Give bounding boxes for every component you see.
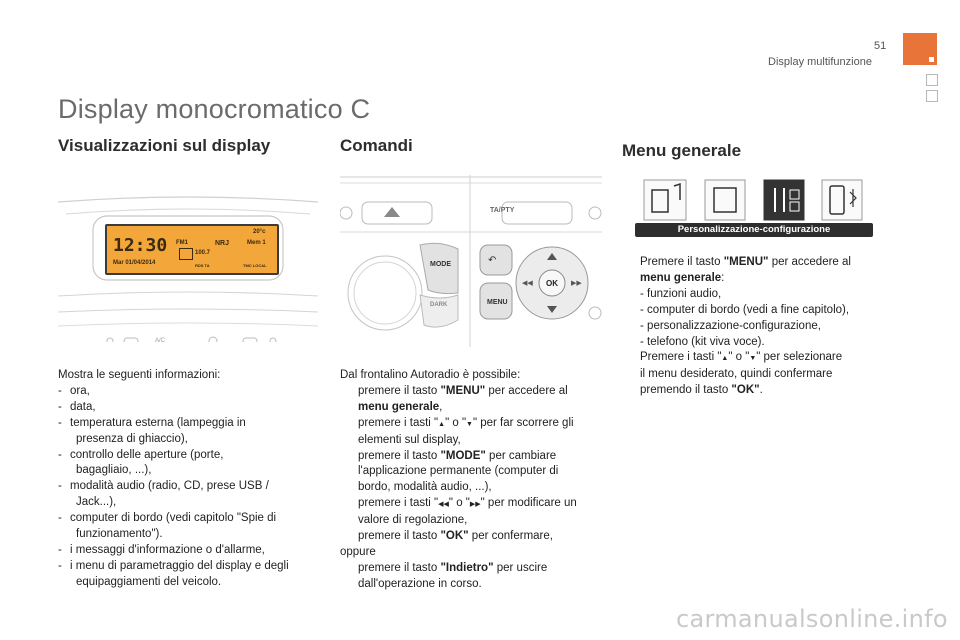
back-icon: ↶ [488,255,497,266]
oppure-text: oppure [340,545,376,558]
sub-list-item: - personalizzazione-configurazione, [640,319,821,332]
mode-button-label: MODE [430,261,451,268]
list-item-continued: bagagliaio, ...), [76,464,152,477]
list-item: - ora, [58,384,90,397]
list-item-continued: equipaggiamenti del veicolo. [76,575,222,588]
ta-pty-button: TA/PTY [490,207,515,214]
chapter-tab-empty [926,74,938,86]
list-item: premere il tasto "MODE" per cambiare [358,449,557,462]
list-item: - computer di bordo (vedi capitolo "Spie di [58,512,277,525]
display-date: Mar 01/04/2014 [113,260,156,266]
commands-text [340,368,602,593]
heading-main-menu: Menu generale [622,141,742,160]
list-item-continued: funzionamento"). [76,528,163,541]
list-item: premere i tasti "▲" o "▼" per far scorrere gli [358,416,574,429]
watermark: carmanualsonline.info [676,605,948,633]
display-rds: RDS TA [195,263,210,268]
page-title: Display monocromatico C [58,94,371,124]
list-item: - temperatura esterna (lampeggia in [58,416,246,429]
chapter-tab-empty [926,90,938,102]
list-item: Premere il tasto "MENU" per accedere al [640,256,851,268]
list-item: Premere i tasti "▲" o "▼" per selezionare [640,351,843,364]
display-info-intro: Mostra le seguenti informazioni: [58,369,221,381]
list-item-continued: menu generale: [640,271,725,284]
list-item-continued: l'applicazione permanente (computer di [358,465,559,478]
list-item-continued: il menu desiderato, quindi confermare [640,368,833,381]
display-frequency: 100.7 [195,250,211,256]
page-number: 51 [874,40,887,52]
display-tmc: TMC LOCAL [243,263,267,268]
list-item-continued: Jack...), [76,496,117,509]
fast-forward-icon: ▶▶ [571,280,582,287]
chapter-tab [903,33,937,65]
section-name: Display multifunzione [768,56,872,68]
list-item: - i menu di parametraggio del display e degli [58,559,289,572]
list-item: premere il tasto "Indietro" per uscire [358,561,548,574]
list-item-continued: bordo, modalità audio, ...), [358,481,492,494]
list-item: - modalità audio (radio, CD, prese USB / [58,480,269,493]
display-temperature: 20°c [253,229,266,235]
list-item: - i messaggi d'informazione o d'allarme, [58,543,265,556]
heading-display: Visualizzazioni sul display [58,136,271,155]
list-item-continued: menu generale, [358,400,443,413]
list-item-continued: presenza di ghiaccio), [76,432,188,445]
list-item: premere i tasti "◀◀" o "▶▶" per modificare un [358,497,577,510]
display-clock: 12:30 [113,235,168,256]
heading-commands: Comandi [340,136,413,155]
list-item: premere il tasto "OK" per confermare, [358,530,553,543]
list-item-continued: elementi sul display, [358,433,461,446]
door-open-icon [179,248,193,260]
display-info-text [58,368,318,591]
list-item-continued: valore di regolazione, [358,514,468,527]
ok-button-label: OK [546,279,558,288]
list-item-continued: dall'operazione in corso. [358,577,482,590]
display-band: FM1 [176,240,188,246]
display-screen [105,224,279,275]
list-item: premere il tasto "MENU" per accedere al [358,384,568,397]
commands-intro: Dal frontalino Autoradio è possibile: [340,369,521,381]
sub-list-item: - telefono (kit viva voce). [640,335,765,348]
sub-list-item: - funzioni audio, [640,287,722,300]
ac-label: A/C [155,338,166,344]
rewind-icon: ◀◀ [522,280,533,287]
main-menu-text [622,255,892,399]
menu-selected-label: Personalizzazione-configurazione [635,223,873,237]
control-panel-illustration [340,175,605,347]
list-item: - controllo delle aperture (porte, [58,448,224,461]
display-station: NRJ [215,240,230,247]
list-item-continued: premendo il tasto "OK". [640,384,763,397]
list-item: - data, [58,400,96,413]
menu-button-label: MENU [487,299,508,306]
sub-list-item: - computer di bordo (vedi a fine capitolo), [640,303,850,316]
dark-button-label: DARK [430,302,448,308]
display-preset: Mem 1 [247,240,266,246]
